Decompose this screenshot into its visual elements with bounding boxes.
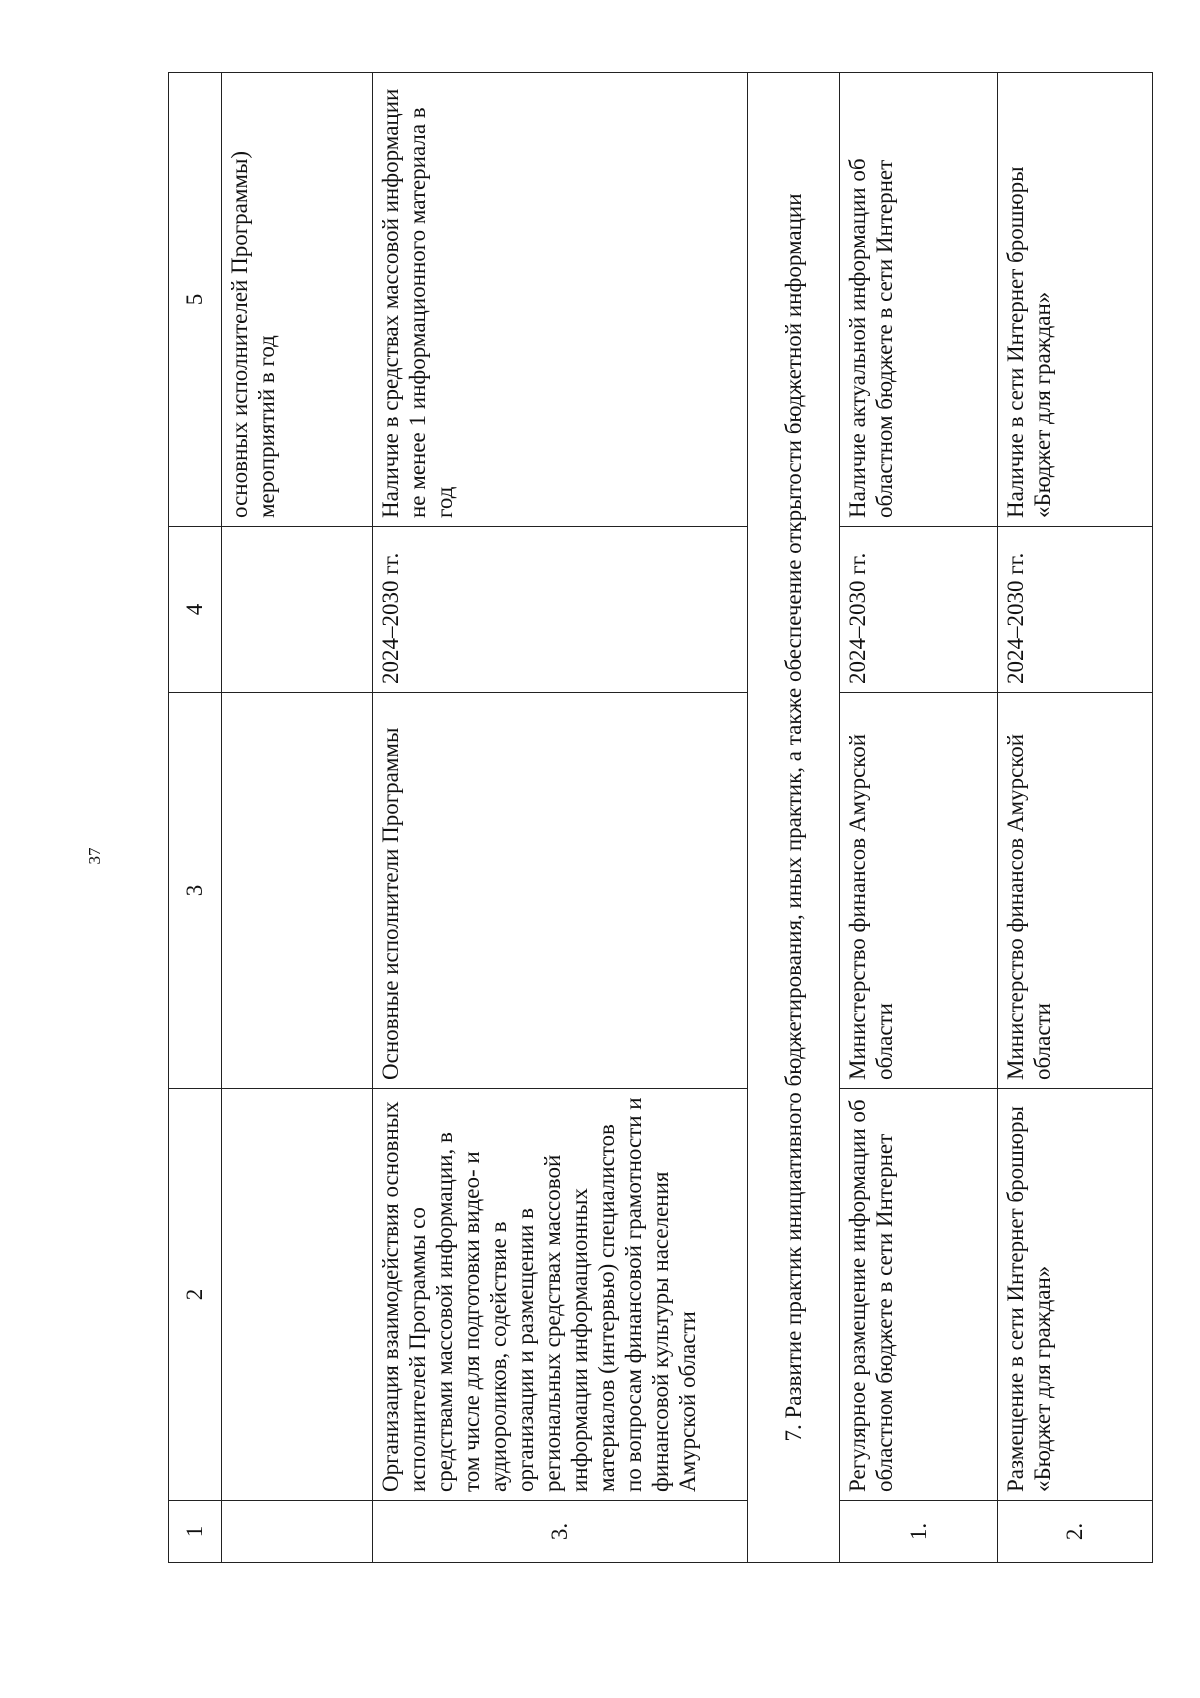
- executor-cell: Министерство финансов Амурской области: [997, 693, 1152, 1089]
- header-col-4: 4: [169, 527, 222, 693]
- table-row: [997, 73, 1152, 1563]
- measure-cell: Организация взаимодействия основных исполнителей Программы со средствами массовой информации, в том числе для подготовки видео- и аудиороликов, содействие в организации и размещении в региональных средствах массовой информации информационных материалов (интервью) специалистов по вопросам финансовой грамотности и финансовой культуры населения Амурской области: [372, 1089, 747, 1501]
- header-col-2: 2: [169, 1089, 222, 1501]
- section-row: [747, 73, 839, 1563]
- indicator-cell: Наличие в средствах массовой информации не менее 1 информационного материала в год: [372, 73, 747, 527]
- period-cell: 2024–2030 гг.: [372, 527, 747, 693]
- period-cell: [221, 527, 372, 693]
- table-header-row: [169, 73, 222, 1563]
- indicator-cell: основных исполнителей Программы) мероприятий в год: [221, 73, 372, 527]
- measure-cell: [221, 1089, 372, 1501]
- row-number: 3.: [372, 1501, 747, 1563]
- header-col-5: 5: [169, 73, 222, 527]
- page-number: 37: [85, 847, 104, 865]
- section-title: 7. Развитие практик инициативного бюджетирования, иных практик, а также обеспечение открытости бюджетной информации: [747, 73, 839, 1563]
- table-row: [372, 73, 747, 1563]
- period-cell: 2024–2030 гг.: [997, 527, 1152, 693]
- table-row: [839, 73, 997, 1563]
- executor-cell: Министерство финансов Амурской области: [839, 693, 997, 1089]
- measure-cell: Регулярное размещение информации об областном бюджете в сети Интернет: [839, 1089, 997, 1501]
- row-number: 1.: [839, 1501, 997, 1563]
- measures-table: [168, 72, 1153, 1563]
- period-cell: 2024–2030 гг.: [839, 527, 997, 693]
- measure-cell: Размещение в сети Интернет брошюры «Бюджет для граждан»: [997, 1089, 1152, 1501]
- indicator-cell: Наличие в сети Интернет брошюры «Бюджет для граждан»: [997, 73, 1152, 527]
- rotated-table-container: [168, 73, 1153, 1563]
- row-number: [221, 1501, 372, 1563]
- table-row: [221, 73, 372, 1563]
- indicator-cell: Наличие актуальной информации об областном бюджете в сети Интернет: [839, 73, 997, 527]
- executor-cell: [221, 693, 372, 1089]
- row-number: 2.: [997, 1501, 1152, 1563]
- header-col-3: 3: [169, 693, 222, 1089]
- executor-cell: Основные исполнители Программы: [372, 693, 747, 1089]
- header-col-1: 1: [169, 1501, 222, 1563]
